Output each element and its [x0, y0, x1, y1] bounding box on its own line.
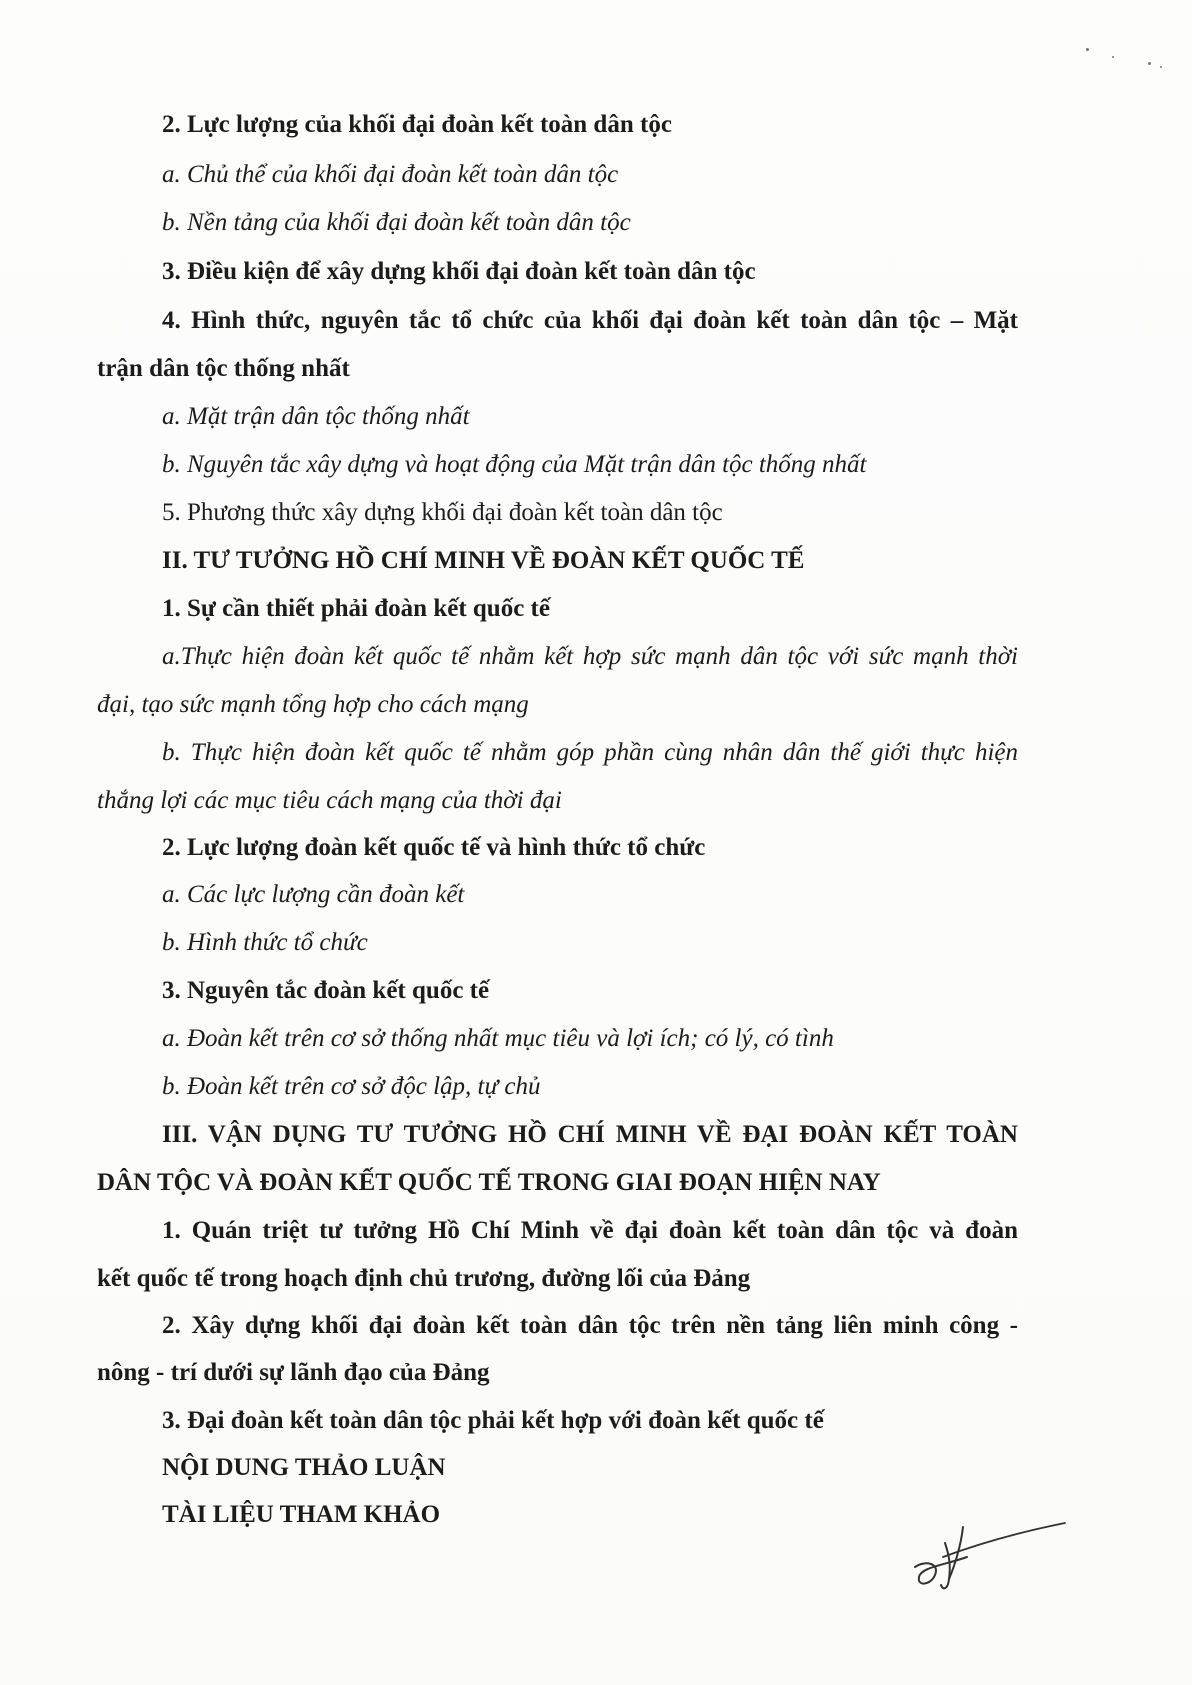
section-2-heading: 2. Lực lượng của khối đại đoàn kết toàn dân tộc	[162, 111, 672, 138]
part-3-heading-line1: III. VẬN DỤNG TƯ TƯỞNG HỒ CHÍ MINH VỀ ĐẠI ĐOÀN KẾT TOÀN	[162, 1121, 1018, 1148]
part-2-s1-a-line2: đại, tạo sức mạnh tổng hợp cho cách mạng	[97, 691, 529, 718]
part-3-s2-line1: 2. Xây dựng khối đại đoàn kết toàn dân tộc trên nền tảng liên minh công -	[162, 1312, 1018, 1339]
discussion-heading: NỘI DUNG THẢO LUẬN	[162, 1454, 446, 1481]
section-2-item-b: b. Nền tảng của khối đại đoàn kết toàn dân tộc	[162, 209, 631, 236]
part-2-s2-item-b: b. Hình thức tổ chức	[162, 929, 368, 956]
part-2-s3-item-b: b. Đoàn kết trên cơ sở độc lập, tự chủ	[162, 1073, 541, 1100]
part-3-s1-line2: kết quốc tế trong hoạch định chủ trương, đường lối của Đảng	[97, 1265, 751, 1292]
section-5-heading: 5. Phương thức xây dựng khối đại đoàn kết toàn dân tộc	[162, 499, 723, 526]
section-4-item-a: a. Mặt trận dân tộc thống nhất	[162, 403, 470, 430]
part-3-s3: 3. Đại đoàn kết toàn dân tộc phải kết hợp với đoàn kết quốc tế	[162, 1407, 824, 1434]
scan-speck	[1112, 56, 1114, 58]
section-4-heading-line2: trận dân tộc thống nhất	[97, 355, 350, 382]
scan-speck	[1160, 66, 1162, 68]
part-2-s3-heading: 3. Nguyên tắc đoàn kết quốc tế	[162, 977, 490, 1004]
scan-speck	[1086, 48, 1089, 51]
scan-speck	[1148, 62, 1151, 65]
signature-initials	[905, 1505, 1075, 1595]
part-3-s2-line2: nông - trí dưới sự lãnh đạo của Đảng	[97, 1359, 490, 1386]
part-2-s3-item-a: a. Đoàn kết trên cơ sở thống nhất mục tiêu và lợi ích; có lý, có tình	[162, 1025, 834, 1052]
section-4-heading-line1: 4. Hình thức, nguyên tắc tổ chức của khối đại đoàn kết toàn dân tộc – Mặt	[162, 307, 1018, 334]
part-2-s1-b-line2: thắng lợi các mục tiêu cách mạng của thời đại	[97, 787, 562, 814]
part-2-s2-item-a: a. Các lực lượng cần đoàn kết	[162, 881, 465, 908]
part-2-s1-heading: 1. Sự cần thiết phải đoàn kết quốc tế	[162, 595, 550, 622]
section-3-heading: 3. Điều kiện để xây dựng khối đại đoàn kết toàn dân tộc	[162, 258, 756, 285]
part-2-s2-heading: 2. Lực lượng đoàn kết quốc tế và hình thức tổ chức	[162, 834, 706, 861]
part-2-s1-b-line1: b. Thực hiện đoàn kết quốc tế nhằm góp phần cùng nhân dân thế giới thực hiện	[162, 739, 1018, 766]
part-3-heading-line2: DÂN TỘC VÀ ĐOÀN KẾT QUỐC TẾ TRONG GIAI ĐOẠN HIỆN NAY	[97, 1169, 881, 1196]
part-2-s1-a-line1: a.Thực hiện đoàn kết quốc tế nhằm kết hợp sức mạnh dân tộc với sức mạnh thời	[162, 643, 1018, 670]
section-4-item-b: b. Nguyên tắc xây dựng và hoạt động của Mặt trận dân tộc thống nhất	[162, 451, 867, 478]
part-3-s1-line1: 1. Quán triệt tư tưởng Hồ Chí Minh về đại đoàn kết toàn dân tộc và đoàn	[162, 1217, 1018, 1244]
section-2-item-a: a. Chủ thể của khối đại đoàn kết toàn dân tộc	[162, 161, 619, 188]
part-2-heading: II. TƯ TƯỞNG HỒ CHÍ MINH VỀ ĐOÀN KẾT QUỐC TẾ	[162, 547, 805, 574]
references-heading: TÀI LIỆU THAM KHẢO	[162, 1501, 441, 1528]
